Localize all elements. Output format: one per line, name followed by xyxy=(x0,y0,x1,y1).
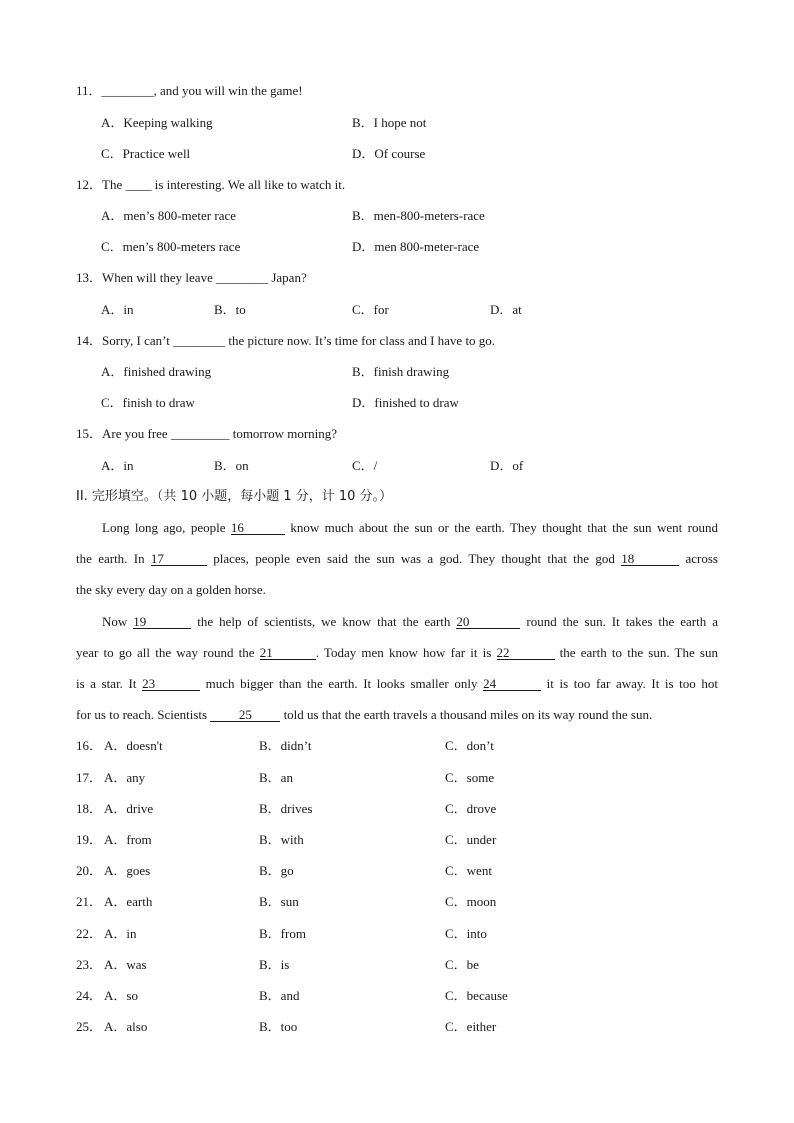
passage-line-6: is a star. It 23 much bigger than the earth. It looks smaller only 24 it is too far away. It is too hot xyxy=(76,676,718,691)
option-d: D．Of course xyxy=(352,146,426,161)
question-12-stem: 12．The ____ is interesting. We all like to watch it. xyxy=(76,177,346,192)
cloze-option-b: B．and xyxy=(259,988,300,1003)
cloze-num: 18． xyxy=(76,801,103,816)
cloze-option-a: A．from xyxy=(104,832,152,847)
question-number: 11． xyxy=(76,83,102,98)
cloze-option-b: B．an xyxy=(259,770,293,785)
cloze-num: 16． xyxy=(76,738,103,753)
cloze-num: 22． xyxy=(76,926,103,941)
cloze-option-c: C．drove xyxy=(445,801,497,816)
option-b: B．men-800-meters-race xyxy=(352,208,485,223)
cloze-blank-22: 22 xyxy=(497,646,555,660)
option-b: B．on xyxy=(214,458,249,473)
option-b: B．finish drawing xyxy=(352,364,450,379)
option-a: A．finished drawing xyxy=(101,364,212,379)
cloze-blank-16: 16 xyxy=(231,521,285,535)
passage-line-4: Now 19 the help of scientists, we know that the earth 20 round the sun. It takes the earth a xyxy=(102,614,718,629)
cloze-option-b: B．drives xyxy=(259,801,313,816)
cloze-option-b: B．from xyxy=(259,926,306,941)
cloze-blank-19: 19 xyxy=(133,615,191,629)
section-heading: II. 完形填空。（共 10 小题，每小题 1 分，计 10 分。） xyxy=(76,489,393,504)
cloze-option-a: A．was xyxy=(104,957,147,972)
option-d: D．at xyxy=(490,302,522,317)
cloze-option-c: C．went xyxy=(445,863,492,878)
cloze-option-c: C．don’t xyxy=(445,738,494,753)
question-number: 12． xyxy=(76,177,103,192)
option-a: A．in xyxy=(101,458,134,473)
question-number: 14． xyxy=(76,333,103,348)
question-number: 15． xyxy=(76,426,103,441)
option-a: A．Keeping walking xyxy=(101,115,213,130)
answer-blank: ____ xyxy=(125,177,152,192)
cloze-blank-24: 24 xyxy=(483,677,541,691)
cloze-num: 25． xyxy=(76,1019,103,1034)
cloze-option-c: C．because xyxy=(445,988,508,1003)
cloze-blank-17: 17 xyxy=(151,552,207,566)
option-a: A．men’s 800-meter race xyxy=(101,208,237,223)
cloze-option-c: C．be xyxy=(445,957,479,972)
cloze-num: 24． xyxy=(76,988,103,1003)
passage-line-3: the sky every day on a golden horse. xyxy=(76,582,266,597)
cloze-blank-25: 25 xyxy=(210,708,280,722)
cloze-num: 23． xyxy=(76,957,103,972)
answer-blank: ________ xyxy=(101,83,154,98)
option-c: C．/ xyxy=(352,458,378,473)
passage-line-2: the earth. In 17 places, people even said the sun was a god. They thought that the god 18 across xyxy=(76,551,718,566)
option-d: D．finished to draw xyxy=(352,395,459,410)
option-b: B．to xyxy=(214,302,246,317)
cloze-blank-18: 18 xyxy=(621,552,679,566)
cloze-option-c: C．some xyxy=(445,770,495,785)
cloze-option-b: B．is xyxy=(259,957,290,972)
answer-blank: ________ xyxy=(216,270,269,285)
cloze-option-b: B．too xyxy=(259,1019,298,1034)
question-14-stem: 14．Sorry, I can’t ________ the picture now. It’s time for class and I have to go. xyxy=(76,333,496,348)
cloze-num: 19． xyxy=(76,832,103,847)
answer-blank: _________ xyxy=(170,426,230,441)
cloze-option-c: C．either xyxy=(445,1019,497,1034)
cloze-option-b: B．go xyxy=(259,863,294,878)
cloze-option-c: C．under xyxy=(445,832,497,847)
cloze-num: 20． xyxy=(76,863,103,878)
option-d: D．of xyxy=(490,458,524,473)
cloze-option-a: A．also xyxy=(104,1019,148,1034)
cloze-num: 21． xyxy=(76,894,103,909)
option-c: C．Practice well xyxy=(101,146,191,161)
option-d: D．men 800-meter-race xyxy=(352,239,480,254)
cloze-blank-23: 23 xyxy=(142,677,200,691)
option-c: C．finish to draw xyxy=(101,395,195,410)
question-number: 13． xyxy=(76,270,103,285)
cloze-option-c: C．into xyxy=(445,926,487,941)
cloze-option-a: A．goes xyxy=(104,863,151,878)
cloze-option-c: C．moon xyxy=(445,894,497,909)
passage-line-1: Long long ago, people 16 know much about the sun or the earth. They thought that the sun went round xyxy=(102,520,718,535)
passage-line-7: for us to reach. Scientists 25 told us that the earth travels a thousand miles on its way round the sun. xyxy=(76,707,653,722)
cloze-option-b: B．sun xyxy=(259,894,299,909)
cloze-option-a: A．earth xyxy=(104,894,153,909)
option-a: A．in xyxy=(101,302,134,317)
question-13-stem: 13．When will they leave ________ Japan? xyxy=(76,270,307,285)
passage-line-5: year to go all the way round the 21 . Today men know how far it is 22 the earth to the sun. The sun xyxy=(76,645,718,660)
question-11-stem: 11．________, and you will win the game! xyxy=(76,83,303,98)
cloze-num: 17． xyxy=(76,770,103,785)
cloze-option-a: A．so xyxy=(104,988,138,1003)
cloze-option-b: B．with xyxy=(259,832,304,847)
answer-blank: ________ xyxy=(173,333,226,348)
cloze-option-a: A．any xyxy=(104,770,146,785)
cloze-option-a: A．doesn't xyxy=(104,738,163,753)
cloze-option-a: A．in xyxy=(104,926,137,941)
option-c: C．men’s 800-meters race xyxy=(101,239,241,254)
cloze-blank-20: 20 xyxy=(456,615,520,629)
question-15-stem: 15．Are you free _________ tomorrow morning? xyxy=(76,426,338,441)
cloze-option-a: A．drive xyxy=(104,801,154,816)
option-c: C．for xyxy=(352,302,389,317)
option-b: B．I hope not xyxy=(352,115,427,130)
cloze-blank-21: 21 xyxy=(260,646,316,660)
cloze-option-b: B．didn’t xyxy=(259,738,312,753)
